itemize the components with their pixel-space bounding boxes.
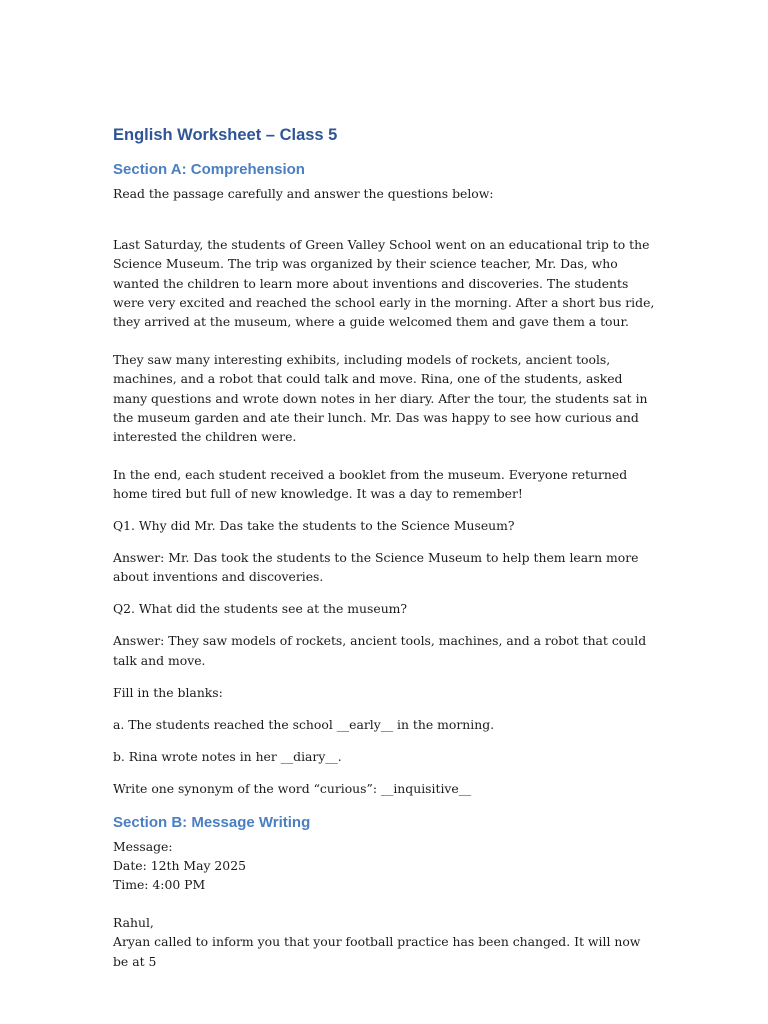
message-spacer [113,894,658,913]
question-2: Q2. What did the students see at the museum? [113,601,408,617]
message-salutation: Rahul, [113,915,154,931]
section-b [113,813,658,971]
passage-paragraph-2: They saw many interesting exhibits, including models of rockets, ancient tools, machines, and a robot that could talk and move. Rina, one of the students, asked many questions and wrote down notes in her diary. After the tour, the students sat in the museum garden and ate their lunch. Mr. Das was happy to see how curious and interested the children were. [113,352,648,445]
answer-2: Answer: They saw models of rockets, ancient tools, machines, and a robot that could talk and move. [113,633,647,668]
worksheet-page [113,124,658,971]
message-time: Time: 4:00 PM [113,877,206,893]
fill-in-blank-b: b. Rina wrote notes in her __diary__. [113,749,342,765]
message-date: Date: 12th May 2025 [113,857,246,873]
worksheet-title: English Worksheet – Class 5 [113,126,338,144]
question-1: Q1. Why did Mr. Das take the students to the Science Museum? [113,517,515,533]
section-b-heading: Section B: Message Writing [113,813,311,831]
section-a-instruction: Read the passage carefully and answer the questions below: [113,186,494,201]
passage-paragraph-1: Last Saturday, the students of Green Valley School went on an educational trip to the Science Museum. The trip was organized by their science teacher, Mr. Das, who wanted the children to learn more about inventions and discoveries. The students were very excited and reached the school early in the morning. After a short bus ride, they arrived at the museum, where a guide welcomed them and gave them a tour. [113,237,655,330]
fill-in-blanks-heading: Fill in the blanks: [113,684,223,700]
fill-in-blank-a: a. The students reached the school __early__ in the morning. [113,717,495,733]
message-body: Aryan called to inform you that your football practice has been changed. It will now be at 5 [113,934,641,969]
answer-1: Answer: Mr. Das took the students to the Science Museum to help them learn more about inventions and discoveries. [113,549,639,585]
section-a-heading: Section A: Comprehension [113,161,305,178]
message-label: Message: [113,838,173,854]
synonym-question: Write one synonym of the word “curious”: __inquisitive__ [113,781,472,797]
section-a [113,160,658,799]
passage-paragraph-3: In the end, each student received a booklet from the museum. Everyone returned home tired but full of new knowledge. It was a day to remember! [113,467,628,502]
